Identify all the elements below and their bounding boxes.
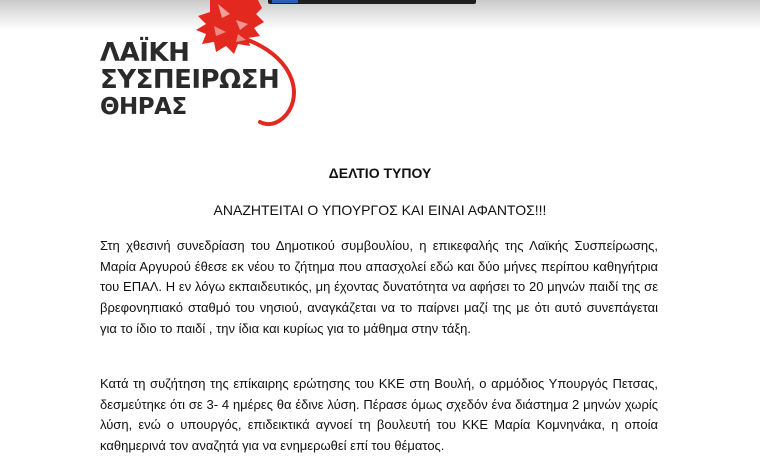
logo-wordmark: [100, 40, 279, 121]
document-heading: ΔΕΛΤΙΟ ΤΥΠΟΥ: [328, 165, 432, 181]
logo-line-2: ΣΥΣΠΕΙΡΩΣΗ: [100, 65, 280, 95]
document-subheading: ΑΝΑΖΗΤΕΙΤΑΙ Ο ΥΠΟΥΡΓΟΣ ΚΑΙ ΕΙΝΑΙ ΑΦΑΝΤΟΣ!!!: [213, 202, 547, 218]
logo-line-3: ΘΗΡΑΣ: [100, 94, 187, 120]
viewer-toolbar[interactable]: [268, 0, 476, 4]
paragraph-1: Στη χθεσινή συνεδρίαση του Δημοτικού συμβουλίου, η επικεφαλής της Λαϊκής Συσπείρωσης, Μαρία Αργυρού έθεσε εκ νέου το ζήτημα που απασχολεί εδώ και δύο μήνες περίπου καθηγήτρια του ΕΠΑΛ. Η εν λόγω εκπαιδευτικός, μη έχοντας δυνατότητα να αφήσει το 20 μηνών παιδί της σε βρεφονηπιακό σταθμό του νησιού, αναγκάζεται να το παίρνει μαζί της με ότι αυτό συνεπάγεται για το ίδιο το παιδί , την ίδια και κυρίως για το μάθημα στην τάξη.: [100, 238, 658, 336]
paragraph-2: Κατά τη συζήτηση της επίκαιρης ερώτησης του ΚΚΕ στη Βουλή, ο αρμόδιος Υπουργός Πετσας, δεσμεύτηκε ότι σε 3- 4 ημέρες θα έδινε λύση. Πέρασε όμως σχεδόν ένα διάστημα 2 μηνών χωρίς λύση, ενώ ο υπουργός, επιδεικτικά αγνοεί τη βουλευτή του ΚΚΕ Μαρία Κομνηνάκα, η οποία καθημερινά τον αναζητά για να ενημερωθεί επί του θέματος.: [100, 376, 658, 454]
logo-line-1: ΛΑΪΚΗ: [100, 38, 190, 68]
